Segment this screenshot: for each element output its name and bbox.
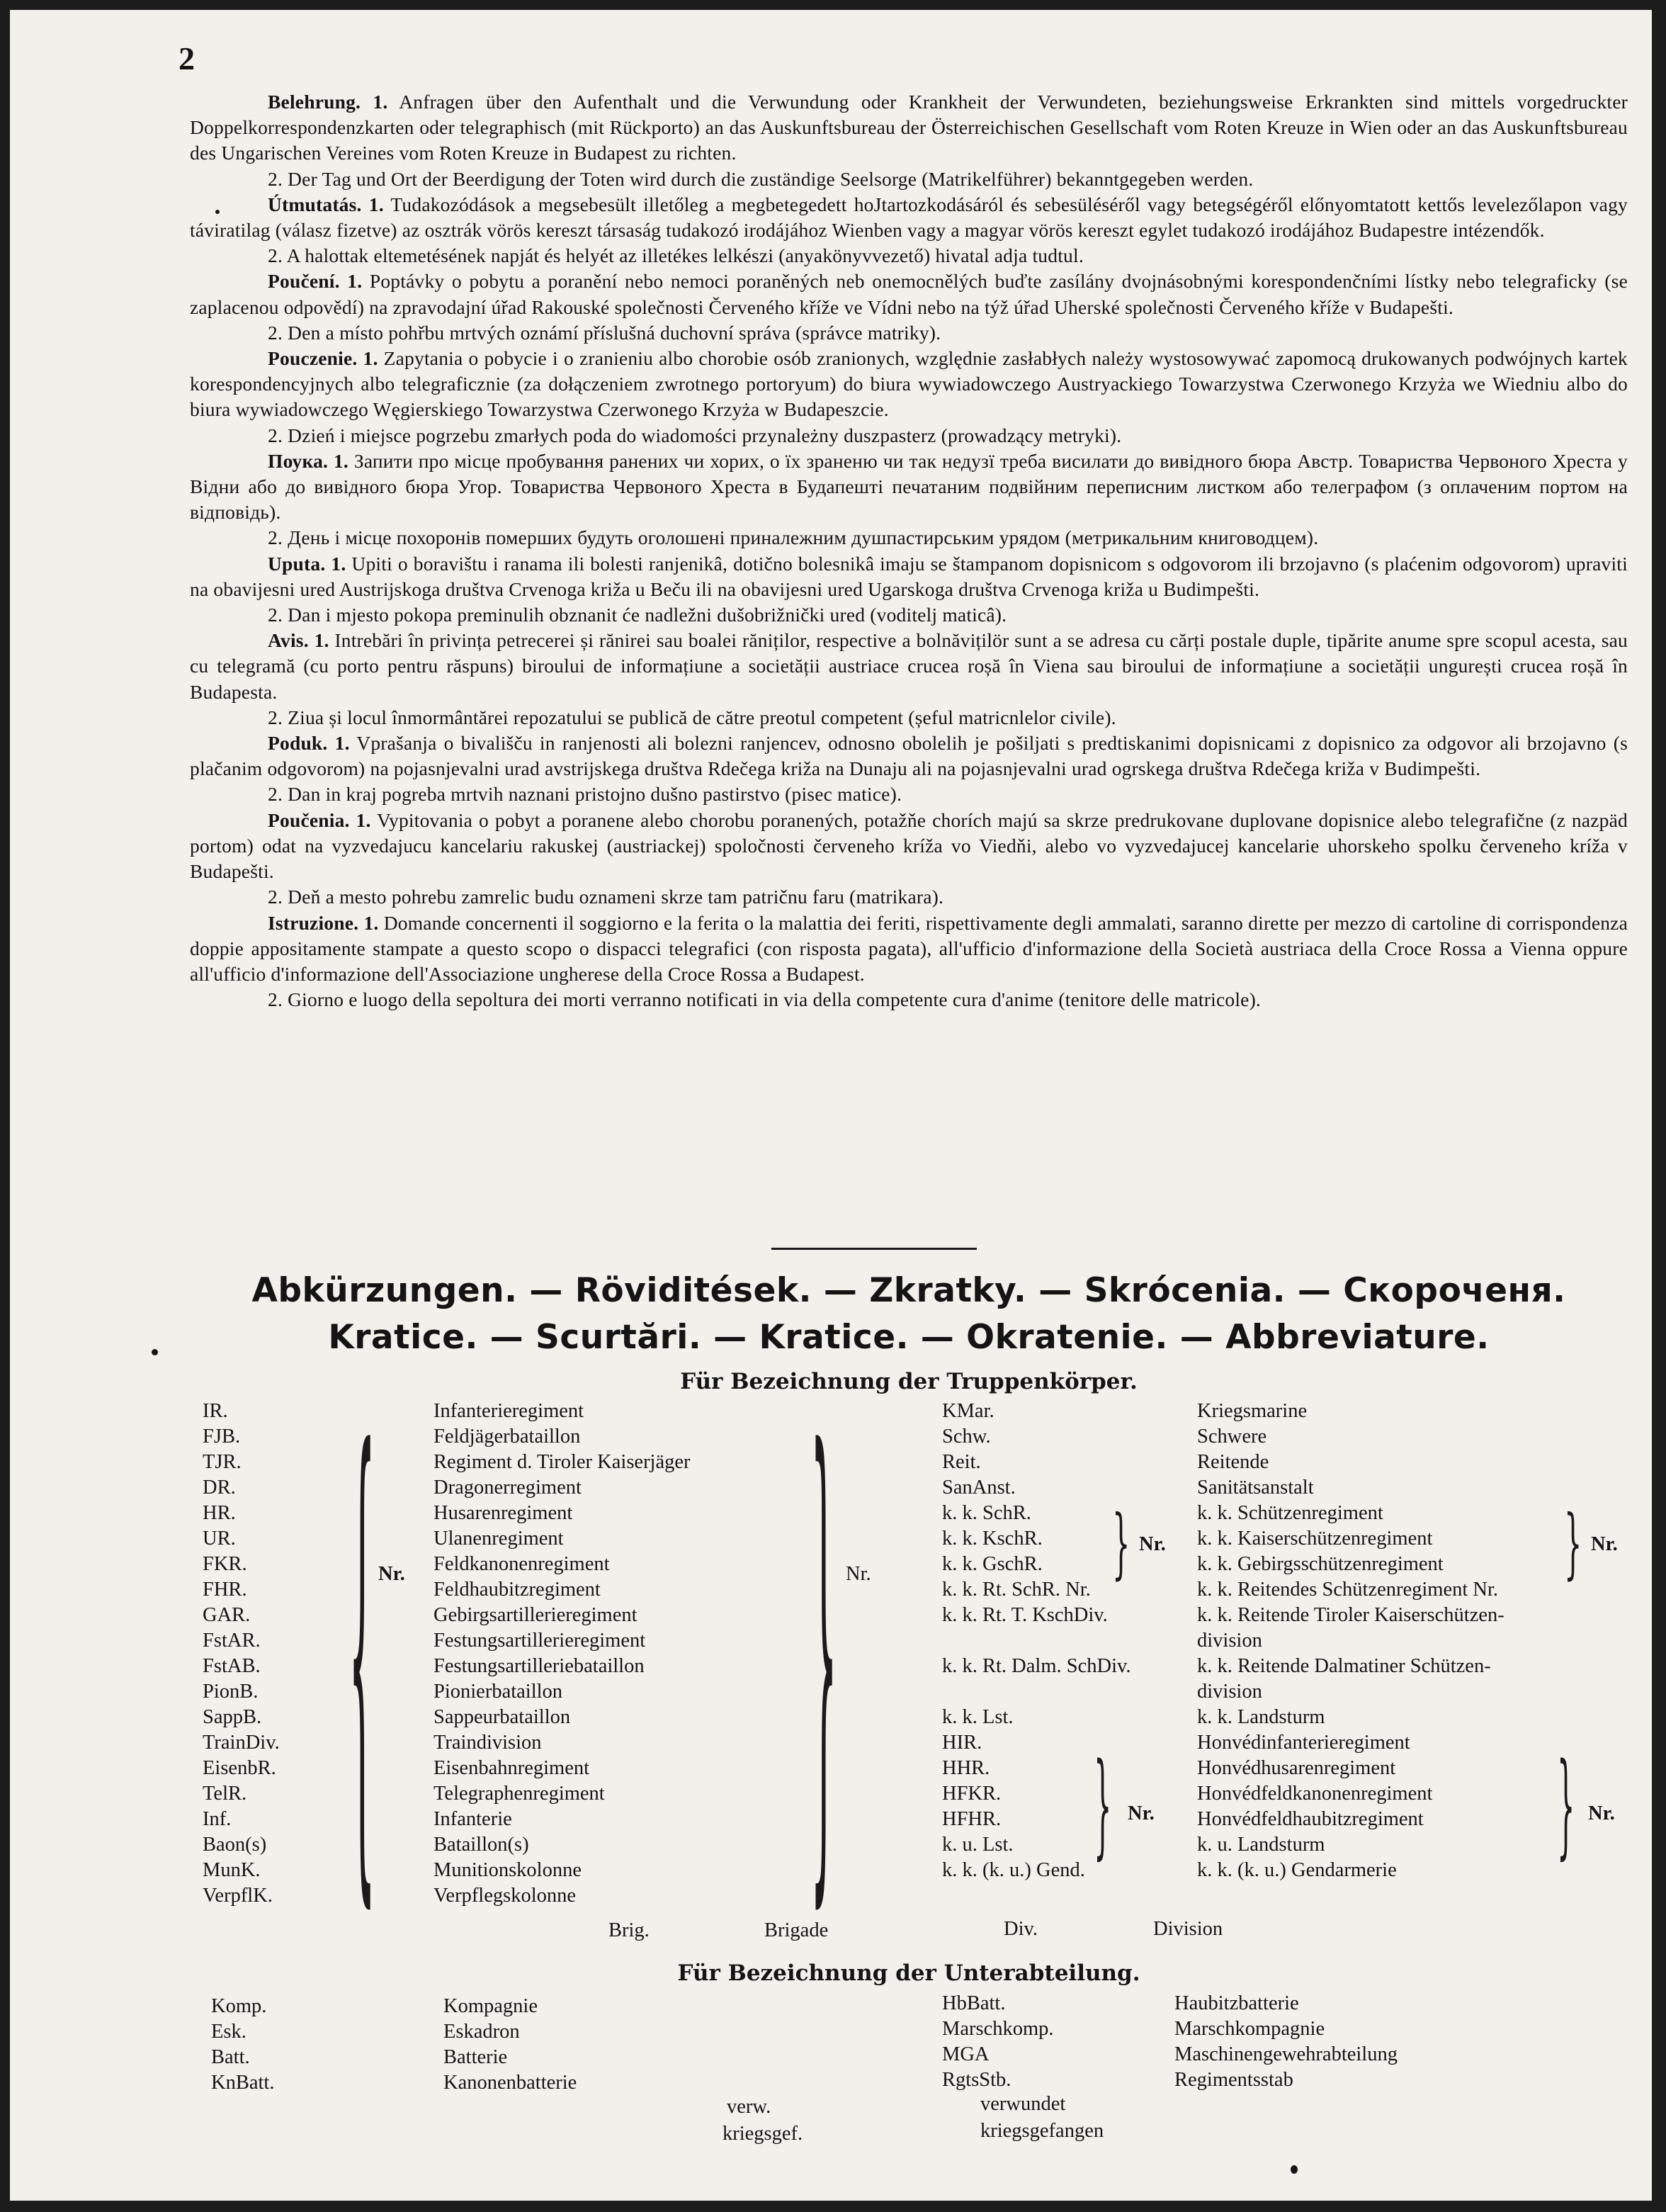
instruction-lead: Poučenia. 1.	[268, 808, 371, 831]
brace-schr-close: }	[1112, 1500, 1130, 1589]
abbr-cell: TrainDiv.	[203, 1732, 280, 1754]
abbr-cell: FstAB.	[203, 1655, 261, 1677]
abbr-cell: SappB.	[203, 1706, 262, 1728]
troops-section-title: Für Bezeichnung der Truppenkörper.	[680, 1369, 1138, 1394]
document-page	[10, 10, 1652, 2201]
abbr-cell: Schw.	[942, 1426, 991, 1448]
instruction-text: Zapytania o pobycie i o zranieniu albo chorobie osób zranionych, względnie zasłabłych należy wystosowywać zapomocą drukowanych podwójnych kartek korespondencyjnych albo telegraficznie (za dołączeniem zwrotnego portoryum) do biura wywiadowczego Austryackiego Towarzystwa Czerwonego Krzyża we Wiedniu albo do biura wywiadowczego Węgierskiego Towarzystwa Czerwonego Krzyża w Budapeszcie.	[190, 347, 1628, 421]
meaning-cell: k. k. Gebirgsschützenregiment	[1197, 1553, 1444, 1575]
instruction-lead: Avis. 1.	[268, 629, 329, 652]
instruction-text: Intrebări în privința petrecerei și rănirei sau boalei răniților, respective a bolnăvițilör sunt a se adresa cu cărți postale duple, tipărite anume spre scopul acesta, sau cu telegramă (cu porto pentru răspuns) biroului de informațiune a societății austriace crucea roșă în Viena sau biroului de informațiune a societății ungurești crucea roșă în Budapesta.	[190, 629, 1628, 703]
instruction-lead: Istruzione. 1.	[268, 911, 379, 934]
brace-left-close: }	[810, 1354, 838, 1955]
instruction-text: Poptávky o pobytu a poranění nebo nemoci poraněných neb onemocnělých buďte zasílány dvojnásobnými korespondenčními lístky nebo telegraficky (se zaplacenou odpovědí) na zpravodajní úřad Rakouské společnosti Červeného kříže ve Vídni nebo na týž úřad Uherské společnosti Červeného kříže v Budapešti.	[190, 270, 1628, 318]
meaning-cell: Kanonenbatterie	[443, 2072, 577, 2094]
meaning-cell: Sanitätsanstalt	[1197, 1477, 1314, 1499]
abbreviations-title-line2: Kratice. — Scurtări. — Kratice. — Okratenie. — Abbreviature.	[328, 1318, 1490, 1357]
instruction-paragraph	[190, 551, 1628, 602]
instruction-paragraph	[190, 192, 1628, 243]
division-full: Division	[1153, 1918, 1223, 1940]
meaning-cell: Haubitzbatterie	[1174, 1992, 1299, 2014]
instruction-text: 2. Ziua și locul înmormântărei repozatului se publică de către preotul competent (șeful matricnlelor civile).	[268, 706, 1116, 728]
instruction-paragraph	[190, 730, 1628, 781]
meaning-cell: Feldjägerbataillon	[434, 1426, 581, 1448]
brace-honved-right: }	[1557, 1742, 1575, 1872]
ink-speck	[1291, 2165, 1298, 2174]
meaning-cell: Infanterieregiment	[434, 1400, 584, 1422]
abbr-cell: FJB.	[203, 1426, 241, 1448]
meaning-cell: division	[1197, 1681, 1262, 1703]
abbr-cell: PionB.	[203, 1681, 259, 1703]
meaning-cell: Gebirgsartillerieregiment	[434, 1604, 638, 1626]
page-number: 2	[178, 40, 195, 77]
meaning-cell: Verpflegskolonne	[434, 1885, 577, 1907]
nr-label-left-close: Nr.	[846, 1563, 871, 1585]
meaning-cell: k. k. Schützenregiment	[1197, 1502, 1383, 1524]
subunit-section-title: Für Bezeichnung der Unterabteilung.	[677, 1960, 1140, 1986]
instruction-lead: Útmutatás. 1.	[268, 193, 384, 215]
meaning-cell: k. k. (k. u.) Gendarmerie	[1197, 1859, 1397, 1881]
instruction-paragraph	[190, 448, 1628, 526]
instruction-text: Vypitovania o pobyt a poranene alebo chorobu poranených, potažňe chorích majú sa skrze predrukovane duplovane dopisnice alebo telegrafične (z nazpäd portom) odat na vyzvedajucu kancelariu rakuskej (austriackej) spoločnosti červeneho kríža vo Viedňi, alebo vo vyzvedajucej kancelarie uhorskeho spolku červeneho kríža v Budapešti.	[190, 808, 1628, 883]
abbr-cell: k. k. SchR.	[942, 1502, 1031, 1524]
abbr-cell: FHR.	[203, 1579, 247, 1601]
abbr-cell	[942, 1679, 1131, 1705]
meaning-cell: Marschkompagnie	[1174, 2018, 1325, 2040]
abbr-cell: MunK.	[203, 1859, 261, 1881]
brigade-full: Brigade	[764, 1919, 829, 1941]
meaning-cell: Schwere	[1197, 1426, 1267, 1448]
instruction-lead: Uputa. 1.	[268, 552, 346, 575]
abbr-cell: DR.	[203, 1477, 236, 1499]
ink-speck	[215, 210, 220, 214]
instruction-lead: Pouczenie. 1.	[268, 347, 378, 370]
abbr-cell: k. k. Lst.	[942, 1706, 1014, 1728]
meaning-cell: Feldhaubitzregiment	[434, 1579, 601, 1601]
abbr-cell: Esk.	[211, 2021, 246, 2043]
meaning-cell: k. k. Kaiserschützenregiment	[1197, 1528, 1433, 1550]
abbr-cell: GAR.	[203, 1604, 251, 1626]
abbr-cell: FKR.	[203, 1553, 247, 1575]
meaning-cell: Infanterie	[434, 1808, 512, 1830]
meaning-cell: Telegraphenregiment	[434, 1783, 605, 1805]
meaning-cell: Festungsartilleriebataillon	[434, 1655, 645, 1677]
instruction-paragraph	[190, 910, 1628, 988]
instruction-paragraph	[190, 320, 1628, 346]
instruction-paragraph	[190, 781, 1628, 807]
meaning-cell: Husarenregiment	[434, 1502, 573, 1524]
meaning-cell: division	[1197, 1630, 1262, 1652]
instruction-lead: Poučení. 1.	[268, 270, 363, 293]
instruction-text: Tudakozódások a megsebesült illetőleg a megbetegedett hoJtartozkodásáról és sebesüléséről vagy betegségéről előnyomtatott kettős levelezőlapon vagy táviratilag (válasz fizetve) az osztrák vörös kereszt társaság tudakozó irodájához Wienben vagy a magyar vörös kereszt egylet tudakozó irodájához Budapestre intézendők.	[190, 193, 1628, 242]
abbr-cell: TJR.	[203, 1451, 242, 1473]
instruction-paragraph	[190, 243, 1628, 269]
abbr-cell: HFKR.	[942, 1783, 1002, 1805]
brace-honved-close: }	[1094, 1742, 1112, 1872]
abbr-cell: HbBatt.	[942, 1992, 1006, 2014]
abbr-cell: TelR.	[203, 1783, 247, 1805]
brace-schr-right: }	[1564, 1500, 1582, 1589]
instruction-paragraph	[190, 987, 1628, 1012]
abbr-cell: Batt.	[211, 2046, 250, 2068]
abbr-cell: Inf.	[203, 1808, 232, 1830]
instruction-paragraph	[190, 167, 1628, 192]
troops-left-full-column	[434, 1399, 691, 1909]
section-divider	[771, 1248, 977, 1250]
kgf-abbr: kriegsgef.	[722, 2123, 803, 2145]
abbr-cell: IR.	[203, 1400, 228, 1422]
instruction-text: 2. Deň a mesto pohrebu zamrelic budu oznameni skrze tam patričnu faru (matrikara).	[268, 886, 944, 908]
abbr-cell: Komp.	[211, 1995, 267, 2017]
instruction-text: 2. Den a místo pohřbu mrtvých oznámí příslušná duchovní správa (správce matriky).	[268, 321, 941, 344]
meaning-cell: Traindivision	[434, 1732, 542, 1754]
nr-label-honved-right: Nr.	[1588, 1802, 1615, 1824]
abbr-cell: HR.	[203, 1502, 236, 1524]
abbr-cell: k. k. KschR.	[942, 1528, 1043, 1550]
abbr-cell: k. k. (k. u.) Gend.	[942, 1859, 1085, 1881]
troops-right-full-column	[1197, 1399, 1504, 1883]
abbr-cell: k. k. Rt. T. KschDiv.	[942, 1604, 1108, 1626]
nr-label-schr-right: Nr.	[1591, 1533, 1618, 1555]
instruction-text: Anfragen über den Aufenthalt und die Verwundung oder Krankheit der Verwundeten, beziehungsweise Erkrankten sind mittels vorgedruckter Doppelkorrespondenzkarten oder telegraphisch (mit Rückporto) an das Auskunftsbureau der Österreichischen Gesellschaft vom Roten Kreuze in Wien oder an das Auskunftsbureau des Ungarischen Vereines vom Roten Kreuze in Budapest zu richten.	[190, 91, 1628, 164]
instruction-text: 2. День і місце похоронів померших будуть оголошені приналежним душпастирським урядом (метрикальним книговодцем).	[268, 526, 1319, 549]
abbr-cell: k. u. Lst.	[942, 1834, 1014, 1856]
instruction-text: Запити про місце пробування ранених чи хорих, о їх зраненю чи так недузї треба висилати до вивідного бюра Австр. Товариства Червоного Хреста у Відни або до вивідного бюра Угор. Товариства Червоного Хреста в Будапешті печатаним подвійним переписним листком або телеграфом (з оплаченим портом на відповідь).	[190, 449, 1628, 524]
nr-label-left: Nr.	[378, 1563, 405, 1585]
abbr-cell: FstAR.	[203, 1630, 261, 1652]
instructions-block	[190, 89, 1628, 1012]
instruction-text: Upiti o boravištu i ranama ili bolesti ranjenikâ, dotično bolesnikâ imaju se štampanom dopisnicom s odgovorom ili brzojavno (s plaćenim odgovorom) upraviti na obavijesni ured Austrijskoga društva Crvenoga križa u Beču ili na obavijesni ured Ugarskoga društva Crvenoga križa u Budimpešti.	[190, 552, 1628, 600]
instruction-paragraph	[190, 423, 1628, 448]
meaning-cell: Eskadron	[443, 2021, 520, 2043]
abbr-cell: Marschkomp.	[942, 2018, 1054, 2040]
verwundet-full: verwundet	[980, 2093, 1066, 2115]
meaning-cell: Kriegsmarine	[1197, 1400, 1308, 1422]
abbr-cell: VerpflK.	[203, 1885, 273, 1907]
instruction-paragraph	[190, 346, 1628, 423]
abbr-cell: k. k. GschR.	[942, 1553, 1043, 1575]
instruction-paragraph	[190, 808, 1628, 885]
meaning-cell: Dragonerregiment	[434, 1477, 582, 1499]
meaning-cell: Honvédinfanterieregiment	[1197, 1732, 1410, 1754]
instruction-text: 2. Der Tag und Ort der Beerdigung der Toten wird durch die zuständige Seelsorge (Matrikelführer) bekanntgegeben werden.	[268, 167, 1254, 190]
instruction-paragraph	[190, 525, 1628, 551]
abbr-cell: HFHR.	[942, 1808, 1002, 1830]
brace-left-open: {	[348, 1354, 376, 1955]
instruction-text: 2. Dan i mjesto pokopa preminulih obznanit će nadležni dušobrižnički ured (voditelj maticâ).	[268, 604, 1007, 626]
subunit-right-full-column	[1174, 1991, 1398, 2093]
instruction-paragraph	[190, 269, 1628, 320]
abbr-cell: Reit.	[942, 1451, 981, 1473]
abbr-cell: KnBatt.	[211, 2072, 275, 2094]
brig-abbr: Brig.	[608, 1919, 650, 1941]
meaning-cell: Reitende	[1197, 1451, 1269, 1473]
nr-label-honved: Nr.	[1128, 1802, 1155, 1824]
instruction-text: 2. Dan in kraj pogreba mrtvih naznani pristojno dušno pastirstvo (pisec matice).	[268, 783, 902, 806]
instruction-text: 2. A halottak eltemetésének napját és helyét az illetékes lelkészi (anyakönyvvezető) hivatal adja tudtul.	[268, 244, 1084, 267]
abbr-cell: k. k. Rt. Dalm. SchDiv.	[942, 1655, 1131, 1677]
meaning-cell: Pionierbataillon	[434, 1681, 563, 1703]
instruction-paragraph	[190, 628, 1628, 705]
abbr-cell: k. k. Rt. SchR. Nr.	[942, 1579, 1091, 1601]
meaning-cell: k. k. Landsturm	[1197, 1706, 1325, 1728]
meaning-cell: k. k. Reitende Tiroler Kaiserschützen-	[1197, 1604, 1504, 1626]
instruction-paragraph	[190, 884, 1628, 910]
meaning-cell: Honvédhusarenregiment	[1197, 1757, 1396, 1779]
abbr-cell: KMar.	[942, 1400, 994, 1422]
meaning-cell: Kompagnie	[443, 1995, 538, 2017]
meaning-cell: Regimentsstab	[1174, 2069, 1293, 2091]
instruction-lead: Belehrung. 1.	[268, 91, 388, 113]
instruction-text: 2. Giorno e luogo della sepoltura dei morti verranno notificati in via della competente cura d'anime (tenitore delle matricole).	[268, 988, 1261, 1011]
instruction-lead: Poduk. 1.	[268, 732, 350, 755]
abbr-cell: RgtsStb.	[942, 2069, 1012, 2091]
meaning-cell: k. u. Landsturm	[1197, 1834, 1325, 1856]
meaning-cell: Maschinengewehrabteilung	[1174, 2043, 1398, 2065]
meaning-cell: Feldkanonenregiment	[434, 1553, 610, 1575]
meaning-cell: k. k. Reitendes Schützenregiment Nr.	[1197, 1579, 1499, 1601]
abbr-cell: SanAnst.	[942, 1477, 1016, 1499]
instruction-lead: Поука. 1.	[268, 449, 348, 472]
meaning-cell: Ulanenregiment	[434, 1528, 564, 1550]
abbr-cell: HIR.	[942, 1732, 982, 1754]
instruction-paragraph	[190, 705, 1628, 730]
meaning-cell: Honvédfeldkanonenregiment	[1197, 1783, 1433, 1805]
meaning-cell: Eisenbahnregiment	[434, 1757, 590, 1779]
abbr-cell	[942, 1628, 1131, 1654]
meaning-cell: Regiment d. Tiroler Kaiserjäger	[434, 1451, 691, 1473]
abbreviations-title-line1: Abkürzungen. — Röviditések. — Zkratky. — Skrócenia. — Скороченя.	[251, 1271, 1566, 1310]
div-abbr: Div.	[1004, 1918, 1038, 1940]
troops-left-abbr-column	[203, 1399, 280, 1909]
kriegsgefangen-full: kriegsgefangen	[980, 2120, 1104, 2142]
meaning-cell: k. k. Reitende Dalmatiner Schützen-	[1197, 1655, 1491, 1677]
verw-abbr: verw.	[727, 2096, 771, 2118]
meaning-cell: Festungsartillerieregiment	[434, 1630, 646, 1652]
abbr-cell: UR.	[203, 1528, 236, 1550]
subunit-left-full-column	[443, 1994, 577, 2096]
nr-label-schr: Nr.	[1139, 1533, 1166, 1555]
ink-speck	[152, 1349, 158, 1355]
instruction-paragraph	[190, 89, 1628, 167]
instruction-text: Vprašanja o bivališču in ranjenosti ali bolezni ranjencev, odnosno obolelih je pošiljati s predtiskanimi dopisnicami z dopisnico za odgovor ali brzojavno (s plačanim odgovorom) na pojasnjevalni urad avstrijskega društva Rdečega križa na Dunaju ali na pojasnjevalni urad ogrskega društva Rdečega križa v Budimpešti.	[190, 732, 1628, 780]
meaning-cell: Munitionskolonne	[434, 1859, 582, 1881]
subunit-left-abbr-column	[211, 1994, 274, 2096]
instruction-text: 2. Dzień i miejsce pogrzebu zmarłych poda do wiadomości przynależny duszpasterz (prowadzący metryki).	[268, 424, 1122, 446]
meaning-cell: Batterie	[443, 2046, 508, 2068]
meaning-cell: Sappeurbataillon	[434, 1706, 571, 1728]
meaning-cell: Bataillon(s)	[434, 1834, 529, 1856]
meaning-cell: Honvédfeldhaubitzregiment	[1197, 1808, 1424, 1830]
instruction-paragraph	[190, 602, 1628, 628]
subunit-right-abbr-column	[942, 1991, 1054, 2093]
abbr-cell: Baon(s)	[203, 1834, 267, 1856]
abbr-cell: EisenbR.	[203, 1757, 276, 1779]
instruction-text: Domande concernenti il soggiorno e la ferita o la malattia dei feriti, rispettivamente degli ammalati, saranno dirette per mezzo di cartoline di corrispondenza doppie appositamente stampate a questo scopo o dispacci telegrafici (con risposta pagata), all'ufficio d'informazione della Società austriaca della Croce Rossa a Vienna oppure all'ufficio d'informazione dell'Associazione ungherese della Croce Rossa a Budapest.	[190, 911, 1628, 985]
abbr-cell: MGA	[942, 2043, 990, 2065]
abbr-cell: HHR.	[942, 1757, 990, 1779]
